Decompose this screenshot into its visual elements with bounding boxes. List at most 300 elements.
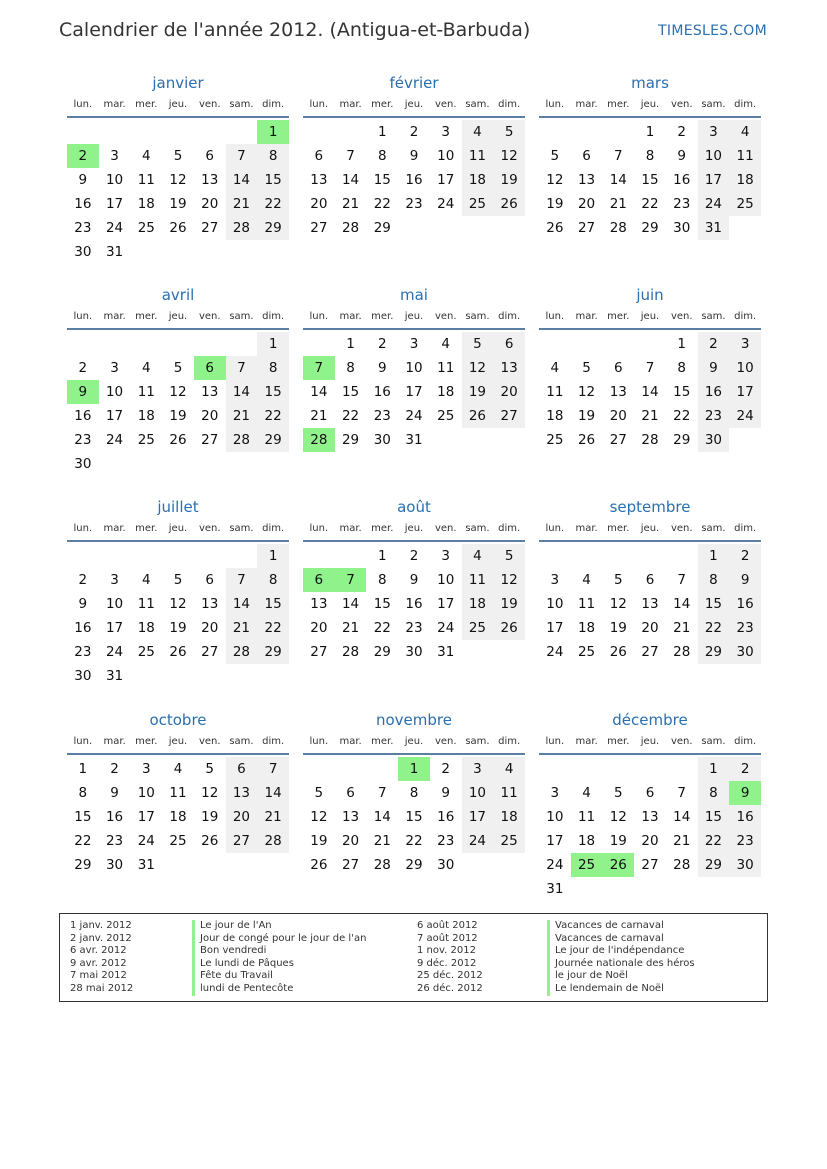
day-cell: 11: [462, 568, 494, 592]
day-cell: 26: [577, 432, 596, 448]
day-cell: 28: [673, 857, 691, 873]
day-cell: 20: [609, 408, 627, 424]
day-cell: 30: [74, 668, 92, 684]
day-cell: 16: [373, 384, 391, 400]
day-cell: 29: [373, 220, 391, 236]
legend-left-names: [192, 920, 366, 996]
day-cell: 25: [137, 644, 155, 660]
holiday-legend: [59, 913, 768, 1002]
weekday-header: [303, 306, 525, 330]
weekday-label: dim.: [262, 736, 285, 747]
empty-cell: [162, 332, 194, 356]
day-cell: 1: [346, 336, 355, 352]
day-cell: 4: [582, 785, 591, 801]
day-cell: 6: [346, 785, 355, 801]
day-cell: 10: [698, 144, 730, 168]
day-cell: 5: [493, 544, 525, 568]
weekday-label: mar.: [339, 523, 362, 534]
day-cell: 12: [201, 785, 219, 801]
month-name: octobre: [149, 711, 207, 729]
day-cell: 24: [437, 196, 455, 212]
month-block: [539, 709, 761, 901]
weekday-label: sam.: [701, 736, 726, 747]
day-cell: 7: [677, 785, 686, 801]
day-cell: 5: [173, 360, 183, 376]
day-cell: 7: [226, 144, 258, 168]
day-cell: 2: [110, 761, 119, 777]
weekday-label: sam.: [229, 99, 254, 110]
weekday-header: [67, 306, 289, 330]
day-cell: 28: [609, 220, 627, 236]
weekday-label: lun.: [73, 99, 93, 110]
day-cell: 27: [609, 432, 627, 448]
day-cell: 18: [137, 620, 155, 636]
day-cell: 24: [437, 620, 455, 636]
weekday-label: dim.: [498, 311, 521, 322]
day-cell: 6: [582, 148, 591, 164]
day-cell: 28: [673, 644, 691, 660]
holiday-day-cell: 26: [602, 853, 634, 877]
day-cell: 3: [441, 124, 450, 140]
day-cell: 13: [310, 596, 328, 612]
empty-cell: [571, 120, 603, 144]
page-title: Calendrier de l'année 2012. (Antigua-et-Barbuda): [59, 19, 531, 41]
day-cell: 28: [257, 829, 289, 853]
day-cell: 29: [257, 428, 289, 452]
day-cell: 24: [462, 829, 494, 853]
weekday-label: mar.: [575, 523, 598, 534]
holiday-day-cell: 2: [67, 144, 99, 168]
empty-cell: [303, 757, 335, 781]
day-cell: 27: [201, 432, 219, 448]
empty-cell: [130, 120, 162, 144]
day-cell: 7: [645, 360, 655, 376]
weekday-label: lun.: [545, 311, 565, 322]
weekday-header: [67, 94, 289, 118]
day-grid: [303, 544, 525, 664]
day-cell: 30: [74, 244, 92, 260]
day-cell: 20: [493, 380, 525, 404]
weekday-label: lun.: [73, 311, 93, 322]
weekday-label: jeu.: [168, 736, 188, 747]
day-cell: 4: [141, 360, 151, 376]
day-cell: 22: [405, 833, 423, 849]
day-cell: 29: [641, 220, 659, 236]
weekday-label: lun.: [545, 523, 565, 534]
brand-link[interactable]: TIMESLES.COM: [658, 23, 767, 39]
month-name: août: [397, 498, 431, 516]
day-cell: 5: [314, 785, 324, 801]
day-cell: 19: [577, 408, 596, 424]
day-cell: 24: [405, 408, 423, 424]
day-cell: 13: [577, 172, 596, 188]
day-cell: 23: [105, 833, 124, 849]
day-cell: 27: [226, 829, 258, 853]
day-cell: 9: [110, 785, 119, 801]
empty-cell: [99, 332, 131, 356]
day-cell: 2: [441, 761, 450, 777]
weekday-header: [303, 94, 525, 118]
day-cell: 22: [257, 616, 289, 640]
day-cell: 13: [341, 809, 360, 825]
holiday-day-cell: 1: [257, 120, 289, 144]
day-cell: 8: [377, 572, 387, 588]
month-block: [67, 284, 289, 476]
day-cell: 1: [698, 544, 730, 568]
day-cell: 14: [257, 781, 289, 805]
weekday-label: mer.: [607, 736, 630, 747]
month-block: [67, 496, 289, 688]
day-grid: [67, 332, 289, 476]
day-cell: 21: [226, 192, 258, 216]
weekday-header: [539, 306, 761, 330]
weekday-label: dim.: [734, 311, 757, 322]
legend-date: 26 déc. 2012: [417, 982, 483, 994]
day-cell: 15: [74, 809, 92, 825]
day-cell: 3: [462, 757, 494, 781]
day-cell: 16: [105, 809, 124, 825]
legend-left-dates: [70, 920, 133, 996]
day-cell: 11: [137, 596, 155, 612]
day-cell: 7: [226, 568, 258, 592]
empty-cell: [130, 544, 162, 568]
day-cell: 24: [105, 220, 124, 236]
weekday-label: sam.: [229, 736, 254, 747]
legend-date: 6 août 2012: [417, 920, 478, 931]
day-cell: 22: [698, 829, 730, 853]
day-cell: 3: [409, 336, 419, 352]
day-cell: 16: [673, 172, 691, 188]
day-cell: 24: [105, 432, 124, 448]
weekday-label: mer.: [371, 99, 394, 110]
day-cell: 17: [137, 809, 155, 825]
day-cell: 17: [105, 620, 124, 636]
day-cell: 20: [577, 196, 596, 212]
empty-cell: [226, 544, 258, 568]
day-cell: 20: [341, 833, 360, 849]
day-cell: 31: [546, 881, 564, 897]
day-cell: 16: [74, 620, 92, 636]
weekday-label: mar.: [575, 311, 598, 322]
day-cell: 22: [373, 196, 391, 212]
empty-cell: [335, 757, 367, 781]
day-cell: 5: [613, 785, 623, 801]
day-cell: 20: [201, 196, 219, 212]
day-cell: 20: [641, 833, 659, 849]
legend-date: 28 mai 2012: [70, 982, 134, 994]
day-cell: 22: [673, 408, 691, 424]
day-cell: 21: [341, 620, 360, 636]
day-cell: 16: [405, 596, 423, 612]
day-cell: 23: [74, 220, 92, 236]
day-grid: [303, 120, 525, 240]
weekday-label: jeu.: [404, 523, 424, 534]
day-cell: 17: [729, 380, 761, 404]
month-block: [303, 709, 525, 877]
weekday-label: ven.: [198, 311, 221, 322]
day-cell: 16: [405, 172, 423, 188]
day-cell: 1: [257, 544, 289, 568]
legend-holiday-name: Le lundi de Pâques: [192, 958, 366, 971]
month-block: [67, 72, 289, 264]
day-cell: 15: [257, 380, 289, 404]
weekday-label: jeu.: [640, 99, 660, 110]
empty-cell: [666, 544, 698, 568]
day-cell: 5: [550, 148, 560, 164]
day-cell: 13: [310, 172, 328, 188]
day-cell: 6: [205, 148, 214, 164]
day-cell: 10: [105, 172, 124, 188]
weekday-label: mar.: [103, 736, 126, 747]
day-cell: 18: [577, 833, 596, 849]
empty-cell: [67, 544, 99, 568]
weekday-label: lun.: [545, 736, 565, 747]
weekday-header: [539, 731, 761, 755]
day-cell: 11: [546, 384, 564, 400]
day-cell: 2: [729, 544, 761, 568]
empty-cell: [666, 757, 698, 781]
day-cell: 13: [201, 384, 219, 400]
day-cell: 12: [493, 568, 525, 592]
day-cell: 23: [729, 829, 761, 853]
day-cell: 27: [641, 857, 659, 873]
day-cell: 17: [105, 408, 124, 424]
weekday-label: ven.: [198, 736, 221, 747]
day-cell: 17: [405, 384, 423, 400]
day-cell: 25: [437, 408, 455, 424]
day-cell: 10: [437, 148, 455, 164]
day-cell: 5: [582, 360, 591, 376]
day-cell: 29: [257, 640, 289, 664]
day-cell: 18: [462, 592, 494, 616]
weekday-label: lun.: [309, 736, 329, 747]
day-cell: 19: [546, 196, 564, 212]
day-cell: 10: [729, 356, 761, 380]
day-cell: 5: [613, 572, 623, 588]
day-cell: 16: [74, 408, 92, 424]
day-cell: 20: [310, 196, 328, 212]
day-cell: 5: [205, 761, 214, 777]
weekday-label: lun.: [309, 99, 329, 110]
day-grid: [539, 120, 761, 240]
holiday-day-cell: 25: [571, 853, 603, 877]
day-cell: 22: [257, 192, 289, 216]
weekday-header: [67, 518, 289, 542]
day-cell: 2: [677, 124, 686, 140]
day-cell: 9: [441, 785, 450, 801]
weekday-header: [539, 94, 761, 118]
day-cell: 16: [698, 380, 730, 404]
day-cell: 19: [609, 833, 627, 849]
weekday-label: mer.: [135, 311, 158, 322]
day-cell: 3: [141, 761, 151, 777]
day-cell: 2: [409, 124, 419, 140]
day-cell: 25: [729, 192, 761, 216]
day-cell: 14: [673, 809, 691, 825]
day-cell: 14: [673, 596, 691, 612]
weekday-label: mer.: [135, 523, 158, 534]
day-cell: 14: [341, 596, 360, 612]
day-cell: 13: [201, 172, 219, 188]
empty-cell: [366, 757, 398, 781]
weekday-label: dim.: [734, 523, 757, 534]
legend-date: 7 août 2012: [417, 932, 478, 944]
weekday-label: dim.: [498, 736, 521, 747]
day-cell: 12: [609, 596, 627, 612]
empty-cell: [303, 332, 335, 356]
day-cell: 8: [257, 144, 289, 168]
empty-cell: [335, 120, 367, 144]
day-cell: 31: [105, 668, 124, 684]
day-cell: 4: [729, 120, 761, 144]
weekday-label: lun.: [309, 311, 329, 322]
weekday-label: jeu.: [168, 311, 188, 322]
empty-cell: [303, 120, 335, 144]
day-cell: 1: [677, 336, 686, 352]
day-cell: 6: [645, 572, 655, 588]
day-cell: 9: [377, 360, 387, 376]
day-cell: 18: [137, 408, 155, 424]
day-cell: 15: [698, 805, 730, 829]
day-cell: 28: [373, 857, 391, 873]
day-cell: 25: [546, 432, 564, 448]
day-cell: 27: [310, 220, 328, 236]
day-cell: 8: [698, 781, 730, 805]
weekday-header: [303, 731, 525, 755]
weekday-label: mar.: [339, 99, 362, 110]
day-grid: [303, 332, 525, 452]
day-cell: 21: [673, 620, 691, 636]
holiday-day-cell: 9: [67, 380, 99, 404]
day-cell: 17: [462, 805, 494, 829]
day-cell: 29: [405, 857, 423, 873]
legend-date: 7 mai 2012: [70, 970, 127, 982]
day-cell: 16: [437, 809, 455, 825]
day-cell: 8: [645, 148, 655, 164]
day-cell: 14: [226, 168, 258, 192]
day-cell: 13: [201, 596, 219, 612]
empty-cell: [602, 120, 634, 144]
day-cell: 23: [373, 408, 391, 424]
day-cell: 13: [609, 384, 627, 400]
day-cell: 18: [137, 196, 155, 212]
day-cell: 3: [110, 572, 119, 588]
weekday-label: mar.: [339, 736, 362, 747]
weekday-label: sam.: [465, 736, 490, 747]
day-cell: 22: [373, 620, 391, 636]
day-cell: 26: [493, 616, 525, 640]
day-cell: 19: [609, 620, 627, 636]
day-cell: 26: [169, 220, 187, 236]
day-cell: 10: [105, 596, 124, 612]
weekday-label: sam.: [229, 311, 254, 322]
month-block: [539, 496, 761, 664]
day-cell: 18: [169, 809, 187, 825]
legend-holiday-name: Jour de congé pour le jour de l'an: [192, 933, 366, 946]
day-cell: 9: [78, 172, 88, 188]
weekday-label: mer.: [607, 311, 630, 322]
day-grid: [539, 757, 761, 901]
day-cell: 8: [257, 568, 289, 592]
day-cell: 11: [577, 809, 596, 825]
empty-cell: [539, 757, 571, 781]
day-cell: 11: [137, 384, 155, 400]
day-cell: 18: [493, 805, 525, 829]
month-name: décembre: [612, 711, 688, 729]
holiday-day-cell: 9: [729, 781, 761, 805]
day-cell: 23: [74, 644, 92, 660]
day-cell: 24: [105, 644, 124, 660]
day-cell: 21: [257, 805, 289, 829]
day-cell: 17: [105, 196, 124, 212]
legend-holiday-name: Vacances de carnaval: [547, 920, 695, 933]
day-cell: 25: [462, 192, 494, 216]
day-cell: 2: [377, 336, 387, 352]
month-block: [67, 709, 289, 877]
day-cell: 4: [141, 572, 151, 588]
empty-cell: [539, 332, 571, 356]
weekday-label: mar.: [575, 736, 598, 747]
day-cell: 1: [377, 548, 387, 564]
day-cell: 12: [609, 809, 627, 825]
day-cell: 12: [169, 172, 187, 188]
day-cell: 18: [462, 168, 494, 192]
holiday-day-cell: 6: [194, 356, 226, 380]
month-name: juin: [636, 286, 664, 304]
day-cell: 7: [346, 148, 355, 164]
day-cell: 25: [493, 829, 525, 853]
empty-cell: [602, 757, 634, 781]
day-cell: 7: [226, 356, 258, 380]
day-grid: [67, 544, 289, 688]
day-cell: 17: [546, 620, 564, 636]
weekday-label: sam.: [701, 523, 726, 534]
day-cell: 15: [698, 592, 730, 616]
day-cell: 11: [137, 172, 155, 188]
empty-cell: [634, 544, 666, 568]
day-grid: [67, 120, 289, 264]
day-cell: 21: [609, 196, 627, 212]
day-cell: 10: [137, 785, 155, 801]
weekday-label: mer.: [371, 311, 394, 322]
day-cell: 20: [226, 805, 258, 829]
month-name: mai: [400, 286, 428, 304]
day-cell: 30: [698, 428, 730, 452]
day-cell: 21: [341, 196, 360, 212]
day-cell: 14: [641, 384, 659, 400]
day-cell: 18: [546, 408, 564, 424]
weekday-label: ven.: [198, 523, 221, 534]
day-cell: 12: [169, 596, 187, 612]
empty-cell: [539, 544, 571, 568]
weekday-label: jeu.: [168, 99, 188, 110]
weekday-label: mar.: [103, 99, 126, 110]
weekday-label: mar.: [103, 311, 126, 322]
day-grid: [539, 544, 761, 664]
day-cell: 26: [169, 644, 187, 660]
weekday-label: dim.: [262, 523, 285, 534]
day-cell: 30: [105, 857, 124, 873]
weekday-label: mar.: [575, 99, 598, 110]
weekday-label: mar.: [339, 311, 362, 322]
empty-cell: [539, 120, 571, 144]
day-cell: 26: [609, 644, 627, 660]
day-cell: 9: [677, 148, 686, 164]
day-cell: 23: [437, 833, 455, 849]
day-cell: 15: [341, 384, 360, 400]
empty-cell: [226, 332, 258, 356]
day-cell: 5: [493, 120, 525, 144]
